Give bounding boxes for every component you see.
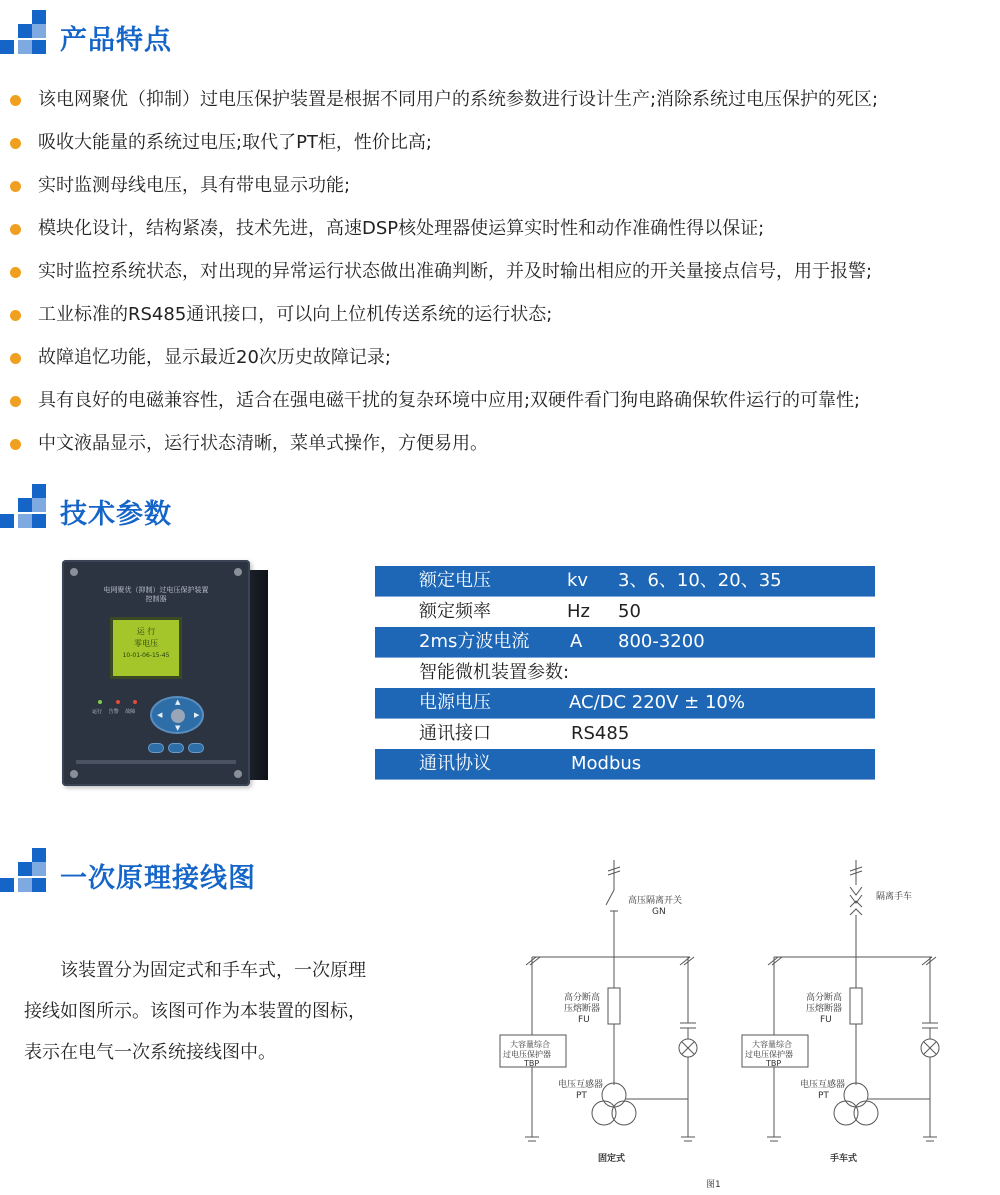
feature-item: [10, 168, 1000, 211]
arrow-right-icon: ▶: [194, 711, 200, 719]
param-name: 智能微机装置参数:: [419, 661, 570, 683]
feature-text: 模块化设计，结构紧凑，技术先进，高速DSP核处理器使运算实时性和动作准确性得以保证;: [38, 218, 765, 239]
feature-text: 实时监控系统状态，对出现的异常运行状态做出准确判断，并及时输出相应的开关量接点信号，用于报警;: [38, 261, 873, 282]
fuse-icon: [850, 988, 862, 1024]
fuse-label: 压熔断器: [806, 1004, 843, 1014]
lcd-line: 运 行: [136, 627, 156, 636]
param-value: 800-3200: [618, 631, 705, 652]
wiring-diagram: [490, 855, 990, 1195]
feature-item: [10, 426, 1000, 469]
fuse-label: 压熔断器: [564, 1004, 601, 1014]
cart-plug-icon: [850, 887, 862, 895]
device-button: [148, 743, 164, 753]
arrow-down-icon: ▼: [175, 724, 181, 732]
screw-icon: [234, 770, 242, 778]
pt-coil-icon: [844, 1083, 868, 1107]
bullet-dot-icon: [10, 396, 21, 407]
param-value: Modbus: [571, 753, 642, 774]
switch-code: GN: [652, 907, 666, 917]
param-name: 额定电压: [419, 570, 491, 591]
cart-caption: 手车式: [830, 1154, 858, 1164]
led-label: 运行: [92, 709, 103, 715]
tbp-label: 大容量综合: [510, 1040, 550, 1049]
screw-icon: [70, 568, 78, 576]
params-row: [375, 627, 875, 658]
arrow-up-icon: ▲: [175, 698, 181, 706]
pt-code: PT: [576, 1091, 587, 1101]
fuse-code: FU: [578, 1015, 590, 1025]
param-unit: kv: [567, 570, 589, 591]
param-value: RS485: [571, 722, 630, 744]
led-icon: [98, 700, 102, 704]
tbp-label: 大容量综合: [752, 1040, 792, 1049]
tech-section-header: [0, 484, 400, 534]
feature-item: [10, 125, 1000, 168]
tech-title: 技术参数: [60, 499, 172, 530]
fuse-label: 高分断高: [806, 993, 843, 1003]
led-icon: [116, 700, 120, 704]
param-name: 2ms方波电流: [419, 631, 530, 652]
param-value: 50: [618, 600, 641, 622]
tbp-code: TBP: [524, 1059, 540, 1068]
params-row: [375, 719, 875, 750]
feature-text: 实时监测母线电压，具有带电显示功能;: [38, 175, 351, 196]
description-line: 接线如图所示。该图可作为本装置的图标，: [24, 1001, 366, 1022]
device-button: [168, 743, 184, 753]
params-row: [375, 688, 875, 719]
bullet-dot-icon: [10, 439, 21, 450]
device-label: [62, 586, 250, 604]
led-label: 告警: [108, 709, 119, 715]
switch-blade: [606, 890, 614, 905]
device-lcd-screen: [110, 617, 182, 679]
cart-plug-icon: [850, 901, 862, 907]
bullet-dot-icon: [10, 310, 21, 321]
section-logo-icon: [0, 848, 48, 896]
param-value: 3、6、10、20、35: [618, 570, 782, 591]
param-unit: Hz: [567, 600, 590, 622]
params-row: [375, 597, 875, 628]
device-buttons: [148, 738, 208, 757]
feature-text: 吸收大能量的系统过电压;取代了PT柜，性价比高;: [38, 132, 432, 153]
cart-plug-icon: [850, 895, 862, 903]
param-unit: A: [570, 631, 583, 652]
device-strip: [76, 760, 236, 764]
led-icon: [133, 700, 137, 704]
feature-item: [10, 297, 1000, 340]
fuse-code: FU: [820, 1015, 832, 1025]
feature-item: [10, 383, 1000, 426]
fuse-icon: [608, 988, 620, 1024]
bullet-dot-icon: [10, 267, 21, 278]
led-label: 故障: [125, 709, 136, 715]
device-button: [188, 743, 204, 753]
param-value: AC/DC 220V ± 10%: [569, 692, 745, 713]
feature-text: 故障追忆功能，显示最近20次历史故障记录;: [38, 347, 391, 368]
lcd-line: 10-01-06-15-45: [122, 652, 170, 659]
pt-label: 电压互感器: [558, 1080, 604, 1090]
wiring-title: 一次原理接线图: [60, 863, 256, 894]
device-label-line: 控制器: [145, 595, 167, 603]
feature-text: 中文液晶显示，运行状态清晰，菜单式操作，方便易用。: [38, 433, 488, 454]
wiring-description: [24, 950, 444, 1073]
figure-caption: 图1: [706, 1180, 721, 1190]
feature-item: [10, 211, 1000, 254]
feature-text: 具有良好的电磁兼容性，适合在强电磁干扰的复杂环境中应用;双硬件看门狗电路确保软件运行的可靠性;: [38, 390, 861, 411]
feature-item: [10, 340, 1000, 383]
pt-coil-icon: [602, 1083, 626, 1107]
device-label-line: 电网聚优（抑制）过电压保护装置: [103, 586, 209, 594]
switch-label: 隔离手车: [876, 892, 913, 902]
bullet-dot-icon: [10, 224, 21, 235]
screw-icon: [234, 568, 242, 576]
fuse-label: 高分断高: [564, 993, 601, 1003]
bullet-dot-icon: [10, 181, 21, 192]
lcd-line: 零电压: [134, 639, 158, 648]
feature-item: [10, 82, 1000, 125]
features-section-header: [0, 10, 400, 60]
device-photo: [62, 560, 250, 786]
tbp-code: TBP: [766, 1059, 782, 1068]
section-logo-icon: [0, 484, 48, 532]
wiring-section-header: [0, 848, 400, 898]
params-row: [375, 658, 875, 689]
fixed-caption: 固定式: [598, 1154, 626, 1164]
device-leds: [92, 700, 143, 715]
cart-plug-icon: [850, 909, 862, 915]
device-keypad: [150, 696, 204, 734]
feature-item: [10, 254, 1000, 297]
tbp-label: 过电压保护器: [503, 1050, 551, 1059]
tbp-label: 过电压保护器: [745, 1050, 793, 1059]
param-name: 电源电压: [419, 692, 491, 713]
param-name: 通讯协议: [419, 753, 491, 774]
keypad-center-icon: [171, 709, 185, 723]
feature-text: 工业标准的RS485通讯接口，可以向上位机传送系统的运行状态;: [38, 304, 553, 325]
features-title: 产品特点: [60, 25, 172, 56]
params-row: [375, 749, 875, 780]
pt-code: PT: [818, 1091, 829, 1101]
param-name: 额定频率: [419, 600, 491, 622]
bullet-dot-icon: [10, 138, 21, 149]
params-row: [375, 566, 875, 597]
bullet-dot-icon: [10, 353, 21, 364]
section-logo-icon: [0, 10, 48, 58]
pt-label: 电压互感器: [800, 1080, 846, 1090]
bullet-dot-icon: [10, 95, 21, 106]
description-line: 表示在电气一次系统接线图中。: [24, 1042, 276, 1063]
param-name: 通讯接口: [419, 722, 491, 744]
screw-icon: [70, 770, 78, 778]
feature-list: [10, 82, 1000, 469]
params-table: [375, 566, 875, 780]
arrow-left-icon: ◀: [157, 711, 163, 719]
switch-label: 高压隔离开关: [628, 896, 683, 906]
description-line: 该装置分为固定式和手车式，一次原理: [24, 960, 366, 981]
device-side: [250, 570, 268, 780]
feature-text: 该电网聚优（抑制）过电压保护装置是根据不同用户的系统参数进行设计生产;消除系统过电压保护的死区;: [38, 89, 879, 110]
